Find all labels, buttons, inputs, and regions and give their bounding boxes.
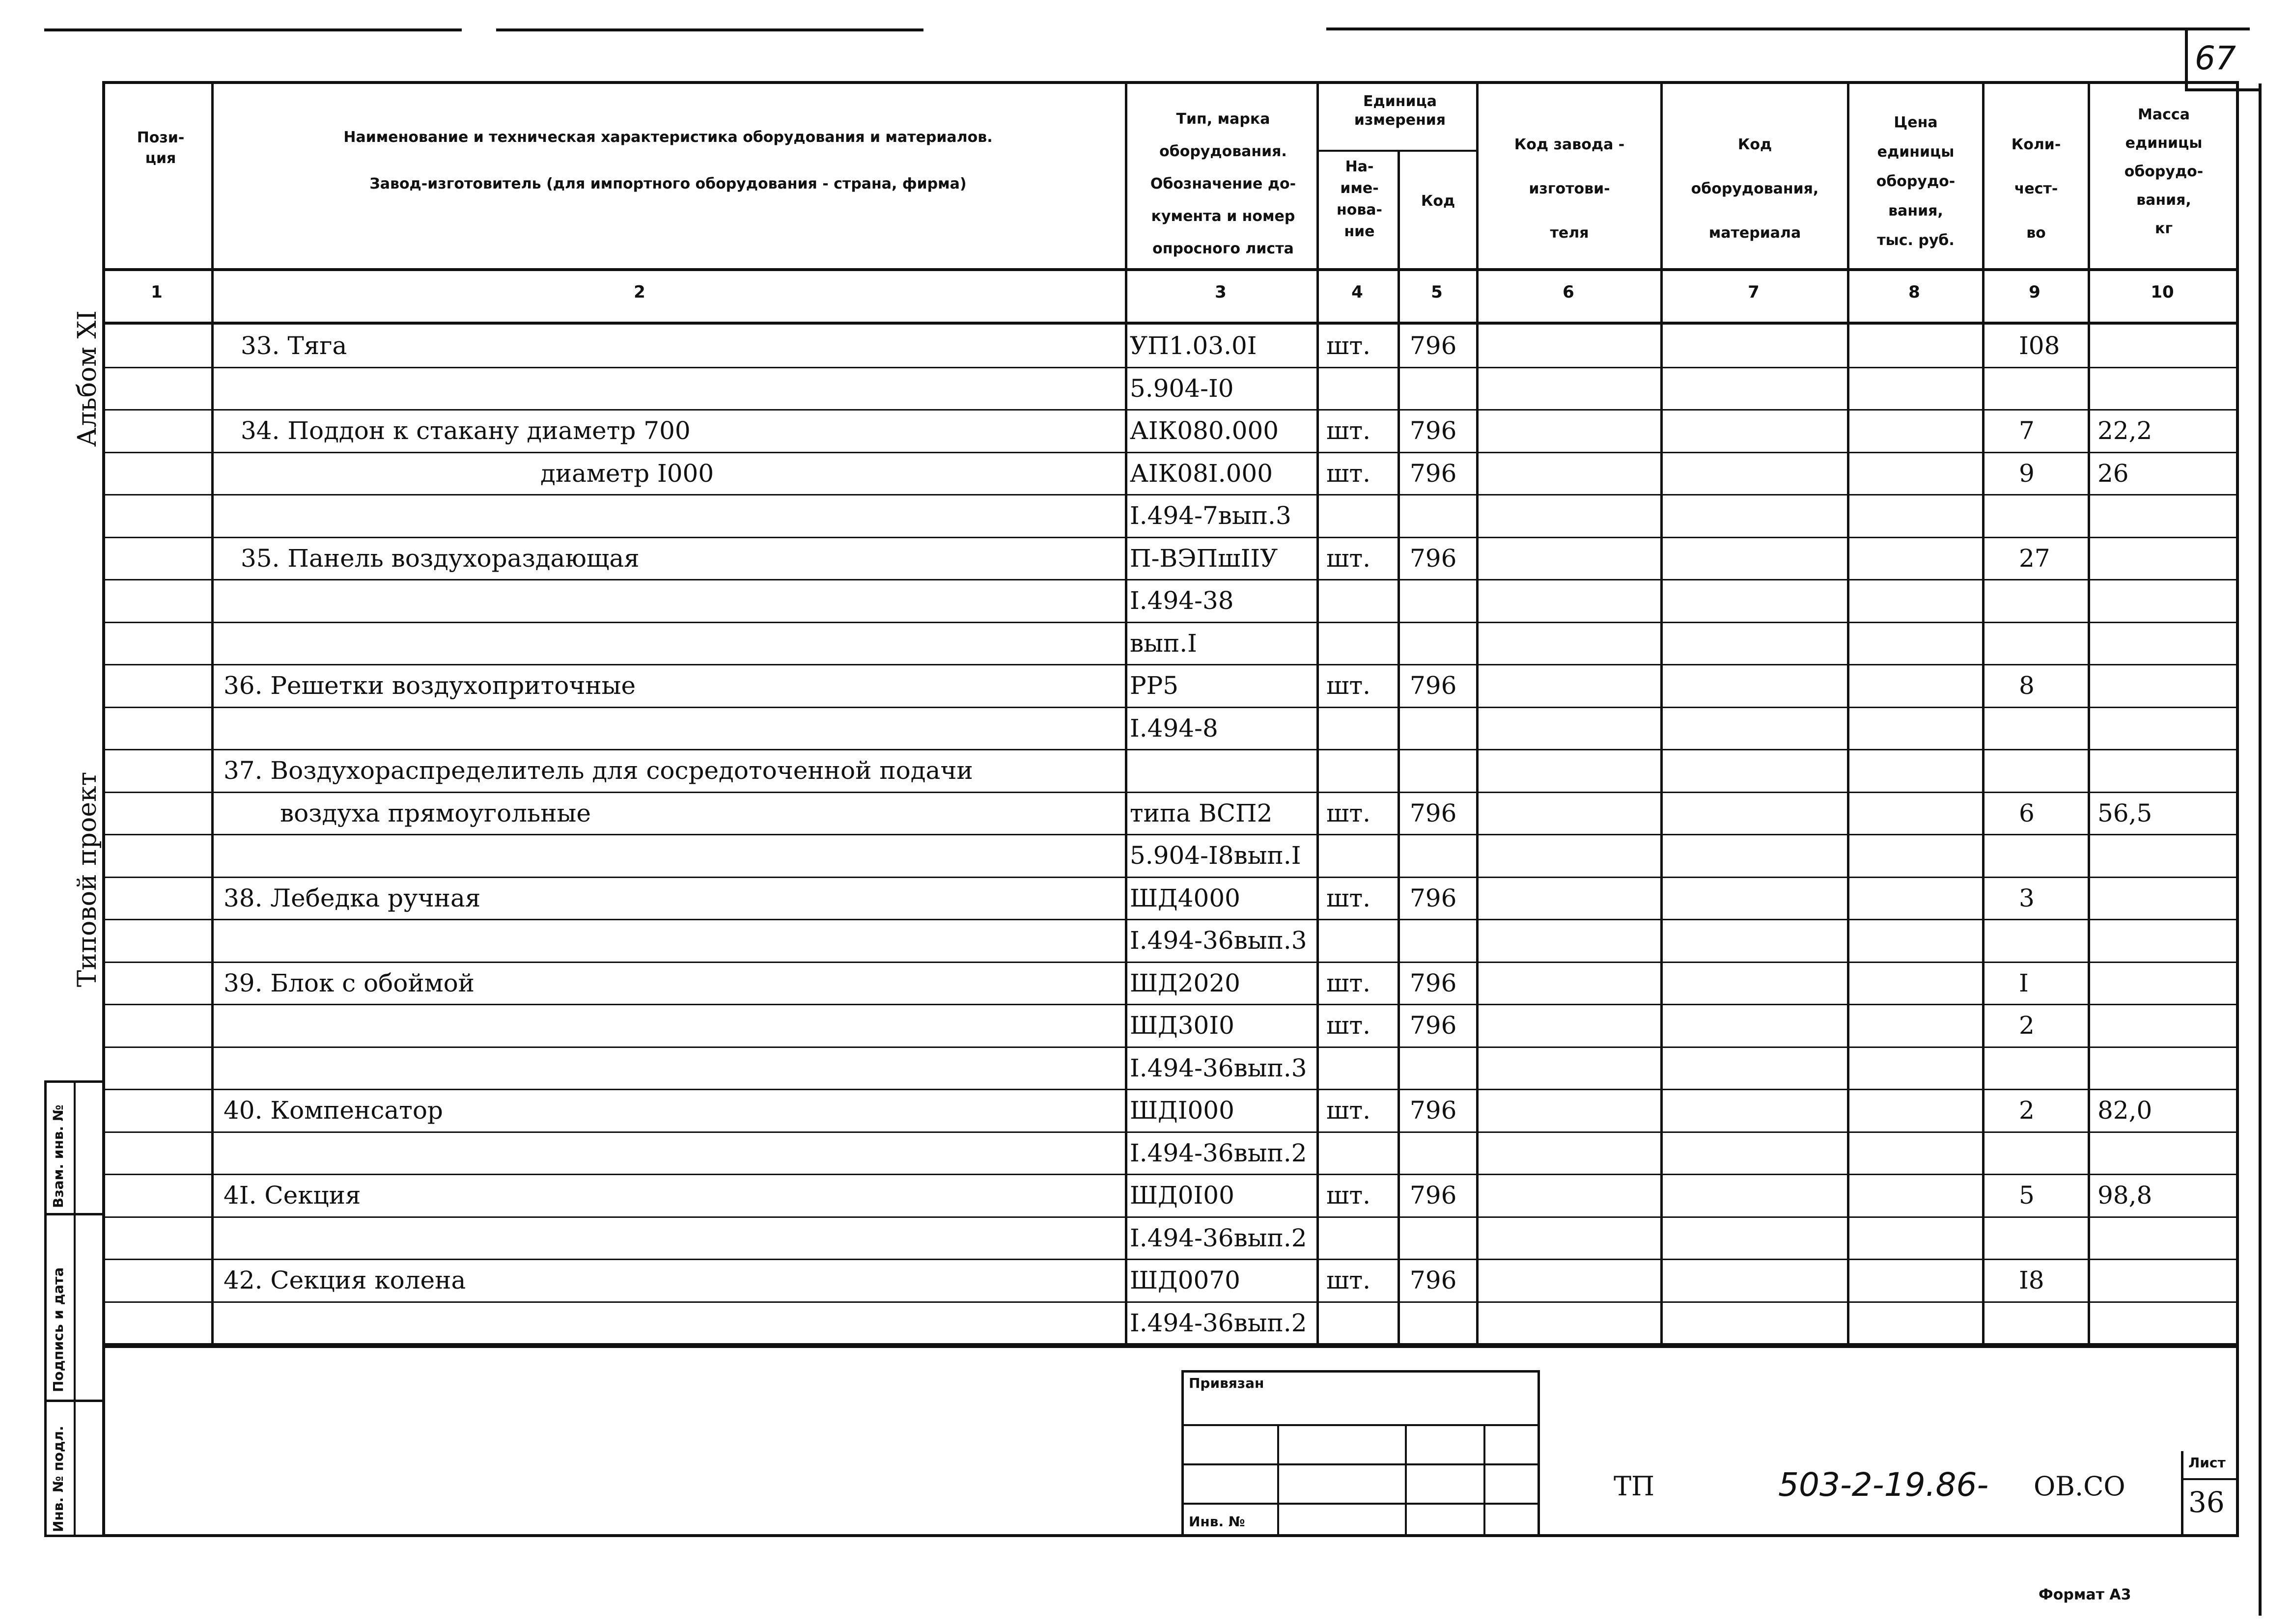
page-number: 67 <box>2195 39 2236 77</box>
row-type: I.494-8 <box>1130 714 1218 743</box>
bottom-frame <box>102 1343 2239 1537</box>
row-name: 42. Секция колена <box>224 1266 466 1294</box>
header-unit-name: На- име- нова- ние <box>1336 158 1383 240</box>
row-type: вып.I <box>1130 629 1197 658</box>
row-type: УП1.03.0I <box>1130 331 1257 360</box>
row-qty: 2 <box>2019 1011 2035 1040</box>
row-divider <box>105 579 2236 580</box>
tp-label: ТП <box>1614 1471 1655 1502</box>
col-num-2: 2 <box>634 282 645 302</box>
row-qty: 8 <box>2019 671 2035 700</box>
row-qty: 6 <box>2019 799 2035 827</box>
row-name: 40. Компенсатор <box>224 1096 443 1125</box>
row-qty: 27 <box>2019 544 2050 573</box>
row-divider <box>105 664 2236 665</box>
vzam-label: Взам. инв. № <box>50 1104 66 1208</box>
row-qty: 3 <box>2019 884 2035 912</box>
row-code: 796 <box>1410 799 1457 827</box>
row-name: 36. Решетки воздухоприточные <box>224 671 636 700</box>
col-num-9: 9 <box>2029 282 2040 302</box>
inv-podl-label: Инв. № подл. <box>50 1426 66 1532</box>
row-unit: шт. <box>1326 416 1371 445</box>
row-type: типа ВСП2 <box>1130 799 1273 827</box>
header-quantity: Коли- чест- во <box>2011 136 2061 242</box>
row-code: 796 <box>1410 969 1457 997</box>
row-unit: шт. <box>1326 1181 1371 1210</box>
row-divider <box>105 1089 2236 1090</box>
row-name: диаметр I000 <box>540 459 714 488</box>
header-factory-code: Код завода - изготови- теля <box>1514 136 1625 242</box>
row-type: I.494-36вып.2 <box>1130 1309 1307 1337</box>
row-divider <box>105 1216 2236 1218</box>
header-equipment-code: Код оборудования, материала <box>1691 136 1819 242</box>
row-qty: 2 <box>2019 1096 2035 1125</box>
row-type: АIК080.000 <box>1130 416 1279 445</box>
doc-suffix: ОВ.СО <box>2034 1471 2125 1502</box>
row-name: 4I. Секция <box>224 1181 361 1210</box>
row-unit: шт. <box>1326 1011 1371 1040</box>
row-qty: 9 <box>2019 459 2035 488</box>
header-unit-code: Код <box>1421 193 1455 210</box>
doc-number: 503-2-19.86- <box>1778 1466 1989 1504</box>
row-unit: шт. <box>1326 544 1371 573</box>
row-unit: шт. <box>1326 884 1371 912</box>
row-code: 796 <box>1410 1181 1457 1210</box>
row-divider <box>105 834 2236 835</box>
sheet-label: Лист <box>2188 1455 2226 1471</box>
row-divider <box>105 1174 2236 1175</box>
row-code: 796 <box>1410 1266 1457 1294</box>
row-name: 38. Лебедка ручная <box>224 884 481 912</box>
row-divider <box>105 1046 2236 1048</box>
row-unit: шт. <box>1326 1096 1371 1125</box>
row-code: 796 <box>1410 671 1457 700</box>
row-mass: 98,8 <box>2097 1181 2152 1210</box>
sheet-number: 36 <box>2188 1486 2225 1519</box>
row-divider <box>105 409 2236 411</box>
header-price: Цена единицы оборудо- вания, тыс. руб. <box>1876 114 1956 249</box>
row-code: 796 <box>1410 1011 1457 1040</box>
format-label: Формат А3 <box>2039 1586 2131 1603</box>
project-label: Типовой проект <box>73 771 102 987</box>
row-type: ШД30I0 <box>1130 1011 1234 1040</box>
row-type: ШД0I00 <box>1130 1181 1234 1210</box>
row-name: 39. Блок с обоймой <box>224 969 475 997</box>
row-type: I.494-36вып.3 <box>1130 1054 1307 1082</box>
row-name: 34. Поддон к стакану диаметр 700 <box>241 416 691 445</box>
row-unit: шт. <box>1326 671 1371 700</box>
row-code: 796 <box>1410 459 1457 488</box>
row-divider <box>105 877 2236 878</box>
row-divider <box>105 1259 2236 1260</box>
row-type: I.494-38 <box>1130 586 1234 615</box>
row-divider <box>105 962 2236 963</box>
row-name: 37. Воздухораспределитель для сосредоточенной подачи <box>224 756 973 785</box>
col-num-6: 6 <box>1563 282 1574 302</box>
row-divider <box>105 367 2236 368</box>
row-unit: шт. <box>1326 331 1371 360</box>
row-type: П-ВЭПшIIУ <box>1130 544 1278 573</box>
row-name: воздуха прямоугольные <box>280 799 591 827</box>
row-type: ШД0070 <box>1130 1266 1240 1294</box>
header-type: Тип, марка оборудования. Обозначение до- кумента и номер опросного листа <box>1150 110 1296 257</box>
row-qty: I <box>2019 969 2029 997</box>
row-divider <box>105 452 2236 453</box>
row-divider <box>105 1301 2236 1303</box>
header-unit: Единица измерения <box>1354 93 1446 129</box>
col-num-5: 5 <box>1431 282 1443 302</box>
header-name-line2: Завод-изготовитель (для импортного оборудования - страна, фирма) <box>369 175 967 193</box>
header-name-line1: Наименование и техническая характеристика оборудования и материалов. <box>343 129 993 146</box>
row-qty: I08 <box>2019 331 2060 360</box>
row-code: 796 <box>1410 331 1457 360</box>
row-qty: I8 <box>2019 1266 2044 1294</box>
privyazan-box <box>1181 1370 1540 1537</box>
row-type: ШД4000 <box>1130 884 1240 912</box>
row-name: 35. Панель воздухораздающая <box>241 544 640 573</box>
row-type: РР5 <box>1130 671 1179 700</box>
row-divider <box>105 1131 2236 1133</box>
podpis-label: Подпись и дата <box>50 1267 66 1392</box>
col-num-3: 3 <box>1215 282 1227 302</box>
col-num-7: 7 <box>1748 282 1760 302</box>
row-code: 796 <box>1410 884 1457 912</box>
inv-no-label: Инв. № <box>1189 1514 1245 1530</box>
row-type: 5.904-I0 <box>1130 374 1234 403</box>
row-unit: шт. <box>1326 799 1371 827</box>
row-mass: 82,0 <box>2097 1096 2152 1125</box>
row-divider <box>105 622 2236 623</box>
row-code: 796 <box>1410 416 1457 445</box>
row-unit: шт. <box>1326 969 1371 997</box>
row-code: 796 <box>1410 544 1457 573</box>
row-divider <box>105 1004 2236 1005</box>
col-num-4: 4 <box>1351 282 1363 302</box>
row-mass: 22,2 <box>2097 416 2152 445</box>
row-mass: 26 <box>2097 459 2129 488</box>
row-type: I.494-36вып.2 <box>1130 1224 1307 1252</box>
row-type: 5.904-I8вып.I <box>1130 841 1301 870</box>
col-num-10: 10 <box>2151 282 2174 302</box>
row-name: 33. Тяга <box>241 331 347 360</box>
row-divider <box>105 919 2236 920</box>
row-unit: шт. <box>1326 459 1371 488</box>
row-type: I.494-7вып.3 <box>1130 501 1291 530</box>
row-unit: шт. <box>1326 1266 1371 1294</box>
row-mass: 56,5 <box>2097 799 2152 827</box>
privyazan-label: Привязан <box>1189 1375 1264 1391</box>
row-type: ШДI000 <box>1130 1096 1234 1125</box>
row-type: I.494-36вып.2 <box>1130 1139 1307 1167</box>
col-num-8: 8 <box>1908 282 1920 302</box>
row-divider <box>105 707 2236 708</box>
row-divider <box>105 792 2236 793</box>
row-qty: 7 <box>2019 416 2035 445</box>
col-num-1: 1 <box>151 282 163 302</box>
row-type: ШД2020 <box>1130 969 1240 997</box>
row-type: АIК08I.000 <box>1130 459 1273 488</box>
row-code: 796 <box>1410 1096 1457 1125</box>
row-divider <box>105 749 2236 750</box>
album-label: Альбом XI <box>73 310 102 447</box>
header-position: Пози- ция <box>137 129 185 167</box>
row-type: I.494-36вып.3 <box>1130 926 1307 955</box>
row-divider <box>105 537 2236 538</box>
header-mass: Масса единицы оборудо- вания, кг <box>2124 106 2204 237</box>
row-divider <box>105 494 2236 495</box>
row-qty: 5 <box>2019 1181 2035 1210</box>
